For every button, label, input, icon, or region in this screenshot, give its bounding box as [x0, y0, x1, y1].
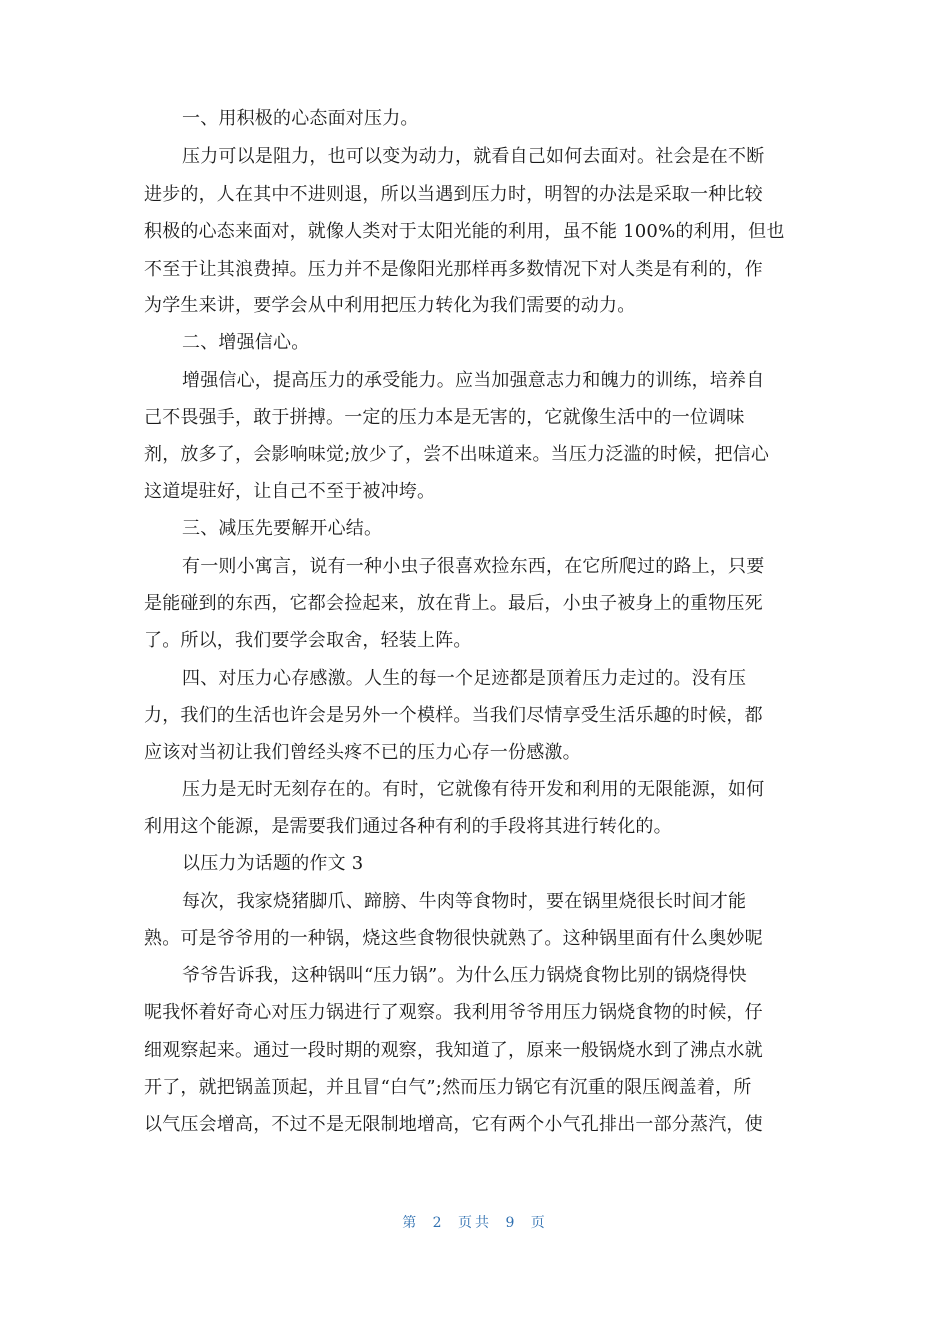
paragraph-line: 压力可以是阻力，也可以变为动力，就看自己如何去面对。社会是在不断	[182, 146, 765, 167]
paragraph-line: 有一则小寓言，说有一种小虫子很喜欢捡东西，在它所爬过的路上，只要	[182, 556, 765, 577]
paragraph-line: 力，我们的生活也许会是另外一个模样。当我们尽情享受生活乐趣的时候，都	[144, 705, 763, 726]
paragraph-line: 应该对当初让我们曾经头疼不已的压力心存一份感激。	[144, 742, 581, 763]
heading-positive-attitude: 一、用积极的心态面对压力。	[182, 108, 419, 129]
paragraph-line: 利用这个能源，是需要我们通过各种有利的手段将其进行转化的。	[144, 816, 672, 837]
essay-title: 以压力为话题的作文 3	[182, 853, 364, 874]
paragraph-line: 熟。可是爷爷用的一种锅，烧这些食物很快就熟了。这种锅里面有什么奥妙呢	[144, 928, 763, 949]
paragraph-line: 不至于让其浪费掉。压力并不是像阳光那样再多数情况下对人类是有利的，作	[144, 259, 763, 280]
paragraph-line: 了。所以，我们要学会取舍，轻装上阵。	[144, 630, 472, 651]
paragraph-line: 爷爷告诉我，这种锅叫“压力锅”。为什么压力锅烧食物比别的锅烧得快	[182, 965, 747, 986]
paragraph-line: 开了，就把锅盖顶起，并且冒“白气”;然而压力锅它有沉重的限压阀盖着，所	[144, 1077, 752, 1098]
paragraph-line: 细观察起来。通过一段时期的观察，我知道了，原来一般锅烧水到了沸点水就	[144, 1040, 763, 1061]
heading-gratitude: 四、对压力心存感激。人生的每一个足迹都是顶着压力走过的。没有压	[182, 668, 747, 689]
paragraph-line: 以气压会增高，不过不是无限制地增高，它有两个小气孔排出一部分蒸汽，使	[144, 1114, 763, 1135]
paragraph-line: 剂，放多了，会影响味觉;放少了，尝不出味道来。当压力泛滥的时候，把信心	[144, 444, 770, 465]
paragraph-line: 己不畏强手，敢于拼搏。一定的压力本是无害的，它就像生活中的一位调味	[144, 407, 745, 428]
page-footer: 第 2 页共 9 页	[402, 1215, 548, 1231]
paragraph-line: 压力是无时无刻存在的。有时，它就像有待开发和利用的无限能源，如何	[182, 779, 765, 800]
paragraph-line: 为学生来讲，要学会从中利用把压力转化为我们需要的动力。	[144, 295, 636, 316]
paragraph-line: 积极的心态来面对，就像人类对于太阳光能的利用，虽不能 100%的利用，但也	[144, 221, 785, 242]
heading-confidence: 二、增强信心。	[182, 332, 310, 353]
paragraph-line: 进步的，人在其中不进则退，所以当遇到压力时，明智的办法是采取一种比较	[144, 184, 763, 205]
paragraph-line: 增强信心，提高压力的承受能力。应当加强意志力和魄力的训练，培养自	[182, 370, 765, 391]
heading-untie-knot: 三、减压先要解开心结。	[182, 518, 383, 539]
paragraph-line: 呢我怀着好奇心对压力锅进行了观察。我利用爷爷用压力锅烧食物的时候，仔	[144, 1002, 763, 1023]
paragraph-line: 每次，我家烧猪脚爪、蹄膀、牛肉等食物时，要在锅里烧很长时间才能	[182, 891, 747, 912]
paragraph-line: 是能碰到的东西，它都会捡起来，放在背上。最后，小虫子被身上的重物压死	[144, 593, 763, 614]
paragraph-line: 这道堤驻好，让自己不至于被冲垮。	[144, 481, 436, 502]
